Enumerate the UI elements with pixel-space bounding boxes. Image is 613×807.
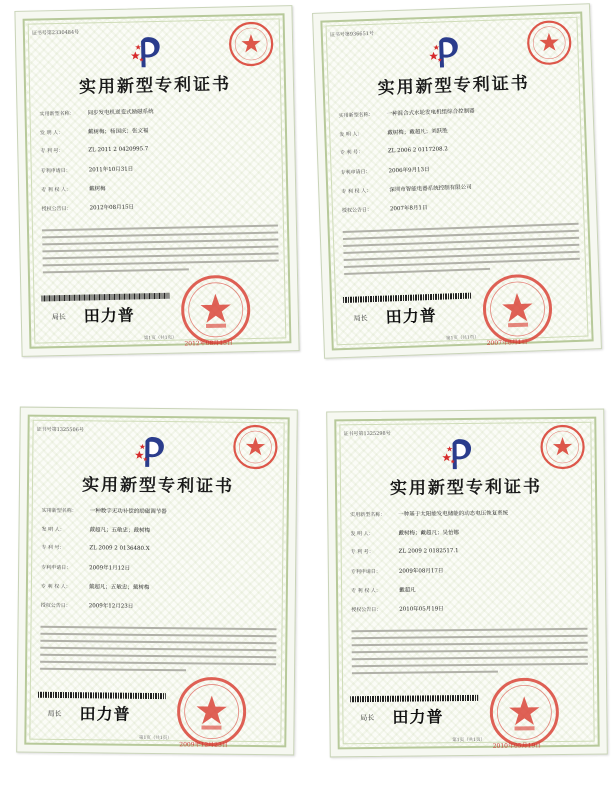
patent-certificate-1: [14, 5, 299, 357]
field-inventors: 发 明 人： 戴树梅；戴超凡；吴怡娜: [350, 530, 460, 538]
director-signature: 田力普: [79, 704, 131, 724]
field-application-date: 专利申请日： 2009年1月12日: [41, 564, 131, 572]
field-application-date: 专利申请日： 2006年9月13日: [340, 166, 430, 177]
patent-certificate-4: [326, 409, 608, 758]
field-patent-number: 专 利 号： ZL 2009 2 0182517.1: [350, 548, 459, 556]
official-seal-icon: [539, 424, 585, 470]
field-application-date: 专利申请日： 2009年08月17日: [350, 568, 444, 576]
field-application-date: 专利申请日： 2011年10月31日: [40, 166, 134, 175]
official-seal-icon: [175, 675, 248, 748]
field-utility-model-name: 实用新型名称： 一种基于太阳能发电储能的动态电压恢复系统: [350, 510, 509, 519]
patent-certificate-3: [16, 407, 298, 756]
patent-certificate-2: [312, 3, 602, 358]
field-inventors: 发 明 人： 戴树梅；戴超凡；刘跃胜: [339, 128, 448, 139]
seal-date: 2007年8月1日: [486, 338, 528, 348]
field-patent-number: 专 利 号： ZL 2011 2 0420995.7: [40, 146, 149, 155]
certificate-body-text: [42, 224, 279, 278]
field-utility-model-name: 实用新型名称： 同步发电机逆变式励磁系统: [39, 109, 154, 118]
certificate-fields: [338, 103, 580, 225]
certificate-number: 证书号第1325298号: [343, 430, 391, 438]
official-seal-icon: [480, 272, 554, 346]
field-inventors: 发 明 人： 戴树梅；杨国庆；张文福: [39, 128, 149, 137]
cnipa-logo-icon: [128, 31, 169, 72]
seal-date: 2012年08月15日: [184, 339, 234, 348]
official-seal-icon: [179, 273, 252, 346]
page-number: 第1页（共1页）: [138, 735, 172, 742]
page-number: 第1页（共1页）: [446, 335, 479, 342]
field-patent-number: 专 利 号： ZL 2009 2 0136480.X: [41, 544, 150, 552]
field-grant-date: 授权公告日： 2009年12月23日: [40, 602, 134, 610]
official-seal-icon: [525, 19, 573, 67]
field-inventors: 发 明 人： 戴超凡；五敏忠；戴树梅: [41, 526, 151, 534]
certificate-title: 实用新型专利证书: [81, 475, 235, 497]
certificate-fields: [41, 506, 280, 622]
director-label: 局长: [51, 312, 66, 322]
field-patentee: 专 利 权 人： 戴超凡；五敏忠；戴树梅: [40, 583, 150, 591]
official-seal-icon: [232, 424, 278, 470]
certificate-number: 证书号第1325506号: [36, 426, 84, 434]
field-utility-model-name: 实用新型名称： 一种混合式水轮发电机组综合控制器: [338, 108, 475, 120]
director-signature: 田力普: [392, 707, 444, 727]
field-grant-date: 授权公告日： 2010年05月19日: [351, 606, 444, 614]
certificate-fields: [39, 104, 279, 223]
certificate-title: 实用新型专利证书: [78, 74, 232, 98]
page-number: 第1页（共1页）: [143, 335, 177, 342]
seal-date: 2010年05月19日: [492, 742, 542, 750]
certificate-title: 实用新型专利证书: [389, 477, 543, 499]
field-patentee: 专 利 权 人： 戴超凡: [351, 587, 416, 595]
certificate-title: 实用新型专利证书: [377, 73, 530, 99]
director-label: 局长: [47, 709, 62, 719]
field-patentee: 专 利 权 人： 戴树梅: [41, 186, 106, 194]
cnipa-logo-icon: [426, 31, 467, 72]
cnipa-logo-icon: [132, 431, 172, 471]
cnipa-logo-icon: [439, 433, 479, 473]
director-signature: 田力普: [385, 305, 438, 327]
director-label: 局长: [360, 713, 375, 723]
certificate-body-text: [40, 626, 277, 677]
director-signature: 田力普: [83, 305, 136, 326]
field-grant-date: 授权公告日： 2007年8月1日: [341, 205, 428, 215]
official-seal-icon: [488, 676, 561, 749]
field-patent-number: 专 利 号： ZL 2006 2 0117208.2: [339, 146, 448, 157]
certificate-number: 证书号第2330484号: [31, 29, 80, 37]
certificate-body-text: [351, 628, 588, 679]
field-utility-model-name: 实用新型名称： 一种数字无功补偿的励磁调节器: [41, 507, 167, 516]
field-patentee: 专 利 权 人： 深圳市智能电器系统控制有限公司: [341, 184, 472, 196]
certificate-number: 证书号第936651号: [329, 30, 375, 39]
official-seal-icon: [228, 21, 275, 68]
director-label: 局长: [353, 314, 368, 323]
page-number: 第1页（共1页）: [452, 737, 486, 744]
field-grant-date: 授权公告日： 2012年08月15日: [41, 204, 135, 213]
certificate-fields: [350, 508, 589, 624]
seal-date: 2009年12月23日: [179, 741, 228, 749]
